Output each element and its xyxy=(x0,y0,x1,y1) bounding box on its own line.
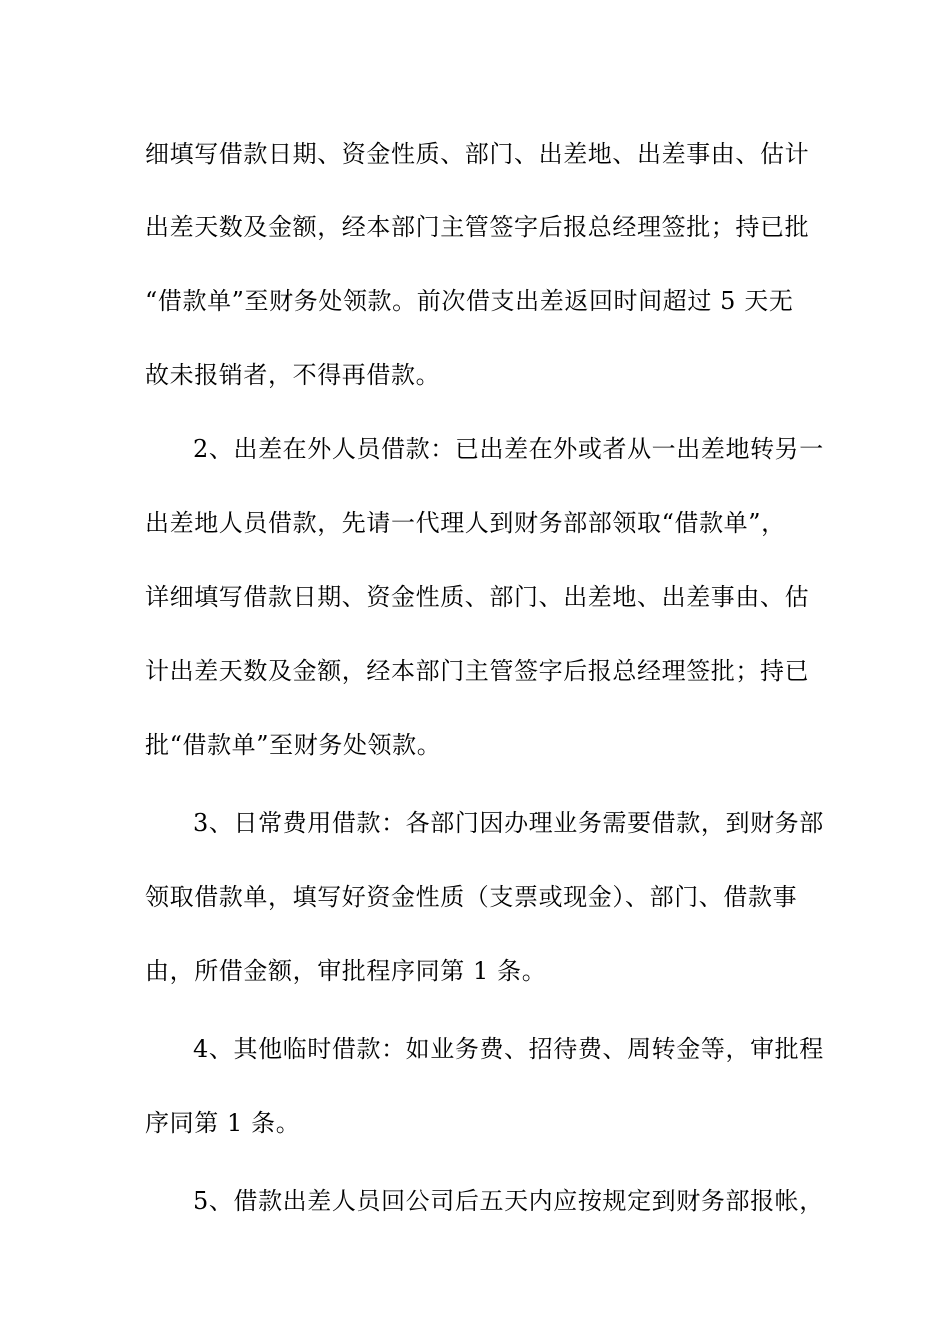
paragraph-2-line-5: 批“借款单”至财务处领款。 xyxy=(145,731,442,759)
text-line-2: 出差天数及金额，经本部门主管签字后报总经理签批；持已批 xyxy=(145,213,810,241)
paragraph-2-line-3: 详细填写借款日期、资金性质、部门、出差地、出差事由、估 xyxy=(145,583,810,611)
text-line-3: “借款单”至财务处领款。前次借支出差返回时间超过 5 天无 xyxy=(145,287,794,315)
paragraph-4-line-1: 4、其他临时借款：如业务费、招待费、周转金等，审批程 xyxy=(193,1035,824,1063)
paragraph-2-line-2: 出差地人员借款，先请一代理人到财务部部领取“借款单”， xyxy=(145,509,786,537)
paragraph-2-line-1: 2、出差在外人员借款：已出差在外或者从一出差地转另一 xyxy=(193,435,824,463)
text-line-1: 细填写借款日期、资金性质、部门、出差地、出差事由、估计 xyxy=(145,140,810,168)
paragraph-2-line-4: 计出差天数及金额，经本部门主管签字后报总经理签批；持已 xyxy=(145,657,810,685)
paragraph-3-line-3: 由，所借金额，审批程序同第 1 条。 xyxy=(145,957,547,985)
paragraph-3-line-1: 3、日常费用借款：各部门因办理业务需要借款，到财务部 xyxy=(193,809,824,837)
paragraph-3-line-2: 领取借款单，填写好资金性质（支票或现金）、部门、借款事 xyxy=(145,883,798,911)
paragraph-5-line-1: 5、借款出差人员回公司后五天内应按规定到财务部报帐， xyxy=(193,1187,824,1215)
text-line-4: 故未报销者，不得再借款。 xyxy=(145,361,441,389)
paragraph-4-line-2: 序同第 1 条。 xyxy=(145,1109,301,1137)
